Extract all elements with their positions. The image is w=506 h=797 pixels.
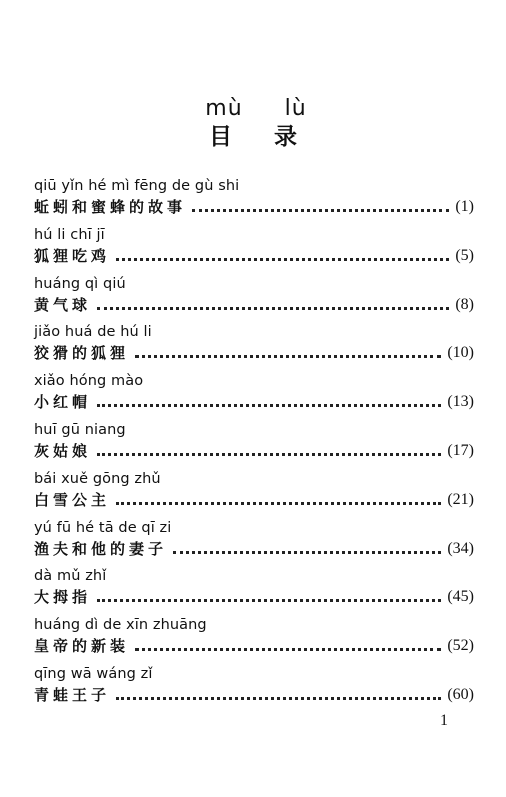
entry-page-number: (17) xyxy=(447,441,474,459)
entry-page-number: (60) xyxy=(447,685,474,703)
dot-leader xyxy=(97,307,449,310)
dot-leader xyxy=(116,502,441,505)
entry-title: 黄气球 xyxy=(34,295,92,314)
entry-page-number: (13) xyxy=(447,393,474,411)
entry-page-number: (10) xyxy=(447,344,474,362)
toc-entry[interactable] xyxy=(34,611,474,660)
dot-leader xyxy=(116,258,449,261)
page-number: 1 xyxy=(440,712,448,729)
entry-pinyin: huī gū niang xyxy=(34,421,126,438)
entry-title: 蚯蚓和蜜蜂的故事 xyxy=(34,198,187,216)
entry-title: 狡猾的狐狸 xyxy=(34,344,130,363)
entry-page-number: (8) xyxy=(455,295,474,313)
entry-title: 小红帽 xyxy=(34,393,92,412)
toc-entry[interactable] xyxy=(34,367,474,416)
page-title: 目录 xyxy=(209,124,339,150)
entry-page-number: (1) xyxy=(455,198,474,215)
entry-page-number: (21) xyxy=(447,490,474,508)
entry-page-number: (52) xyxy=(447,637,474,655)
toc-entry[interactable] xyxy=(34,221,474,270)
toc-entry[interactable] xyxy=(34,318,474,367)
entry-pinyin: jiǎo huá de hú li xyxy=(34,324,152,341)
dot-leader xyxy=(97,453,441,456)
entry-title: 白雪公主 xyxy=(34,490,111,509)
toc-entry[interactable] xyxy=(34,660,474,709)
entry-page-number: (34) xyxy=(447,539,474,557)
entry-pinyin: hú li chī jī xyxy=(34,226,105,243)
entry-title: 灰姑娘 xyxy=(34,441,92,460)
dot-leader xyxy=(116,697,441,700)
toc-entry[interactable] xyxy=(34,416,474,465)
entry-pinyin: yú fū hé tā de qī zi xyxy=(34,519,172,536)
heading-pinyin: mù lù xyxy=(205,96,307,121)
dot-leader xyxy=(192,209,449,212)
dot-leader xyxy=(97,404,441,407)
toc-heading xyxy=(0,96,506,152)
toc-entry[interactable] xyxy=(34,514,474,563)
entry-title: 渔夫和他的妻子 xyxy=(34,539,168,558)
entry-pinyin: qīng wā wáng zǐ xyxy=(34,665,153,682)
entry-pinyin: bái xuě gōng zhǔ xyxy=(34,470,161,487)
entry-pinyin: xiǎo hóng mào xyxy=(34,373,144,390)
entry-page-number: (45) xyxy=(447,588,474,606)
entry-pinyin: huáng dì de xīn zhuāng xyxy=(34,617,207,634)
entry-title: 大拇指 xyxy=(34,588,92,607)
dot-leader xyxy=(97,599,441,602)
entry-pinyin: qiū yǐn hé mì fēng de gù shi xyxy=(34,178,240,194)
table-of-contents xyxy=(34,172,474,709)
entry-title: 青蛙王子 xyxy=(34,685,111,704)
toc-entry[interactable] xyxy=(34,465,474,514)
entry-title: 皇帝的新装 xyxy=(34,637,130,656)
dot-leader xyxy=(135,355,441,358)
entry-title: 狐狸吃鸡 xyxy=(34,246,111,265)
toc-entry[interactable] xyxy=(34,270,474,319)
dot-leader xyxy=(135,648,441,651)
toc-entry[interactable] xyxy=(34,562,474,611)
dot-leader xyxy=(173,551,441,554)
entry-pinyin: dà mǔ zhǐ xyxy=(34,568,107,585)
entry-page-number: (5) xyxy=(455,246,474,264)
entry-pinyin: huáng qì qiú xyxy=(34,275,126,292)
toc-entry[interactable] xyxy=(34,172,474,221)
